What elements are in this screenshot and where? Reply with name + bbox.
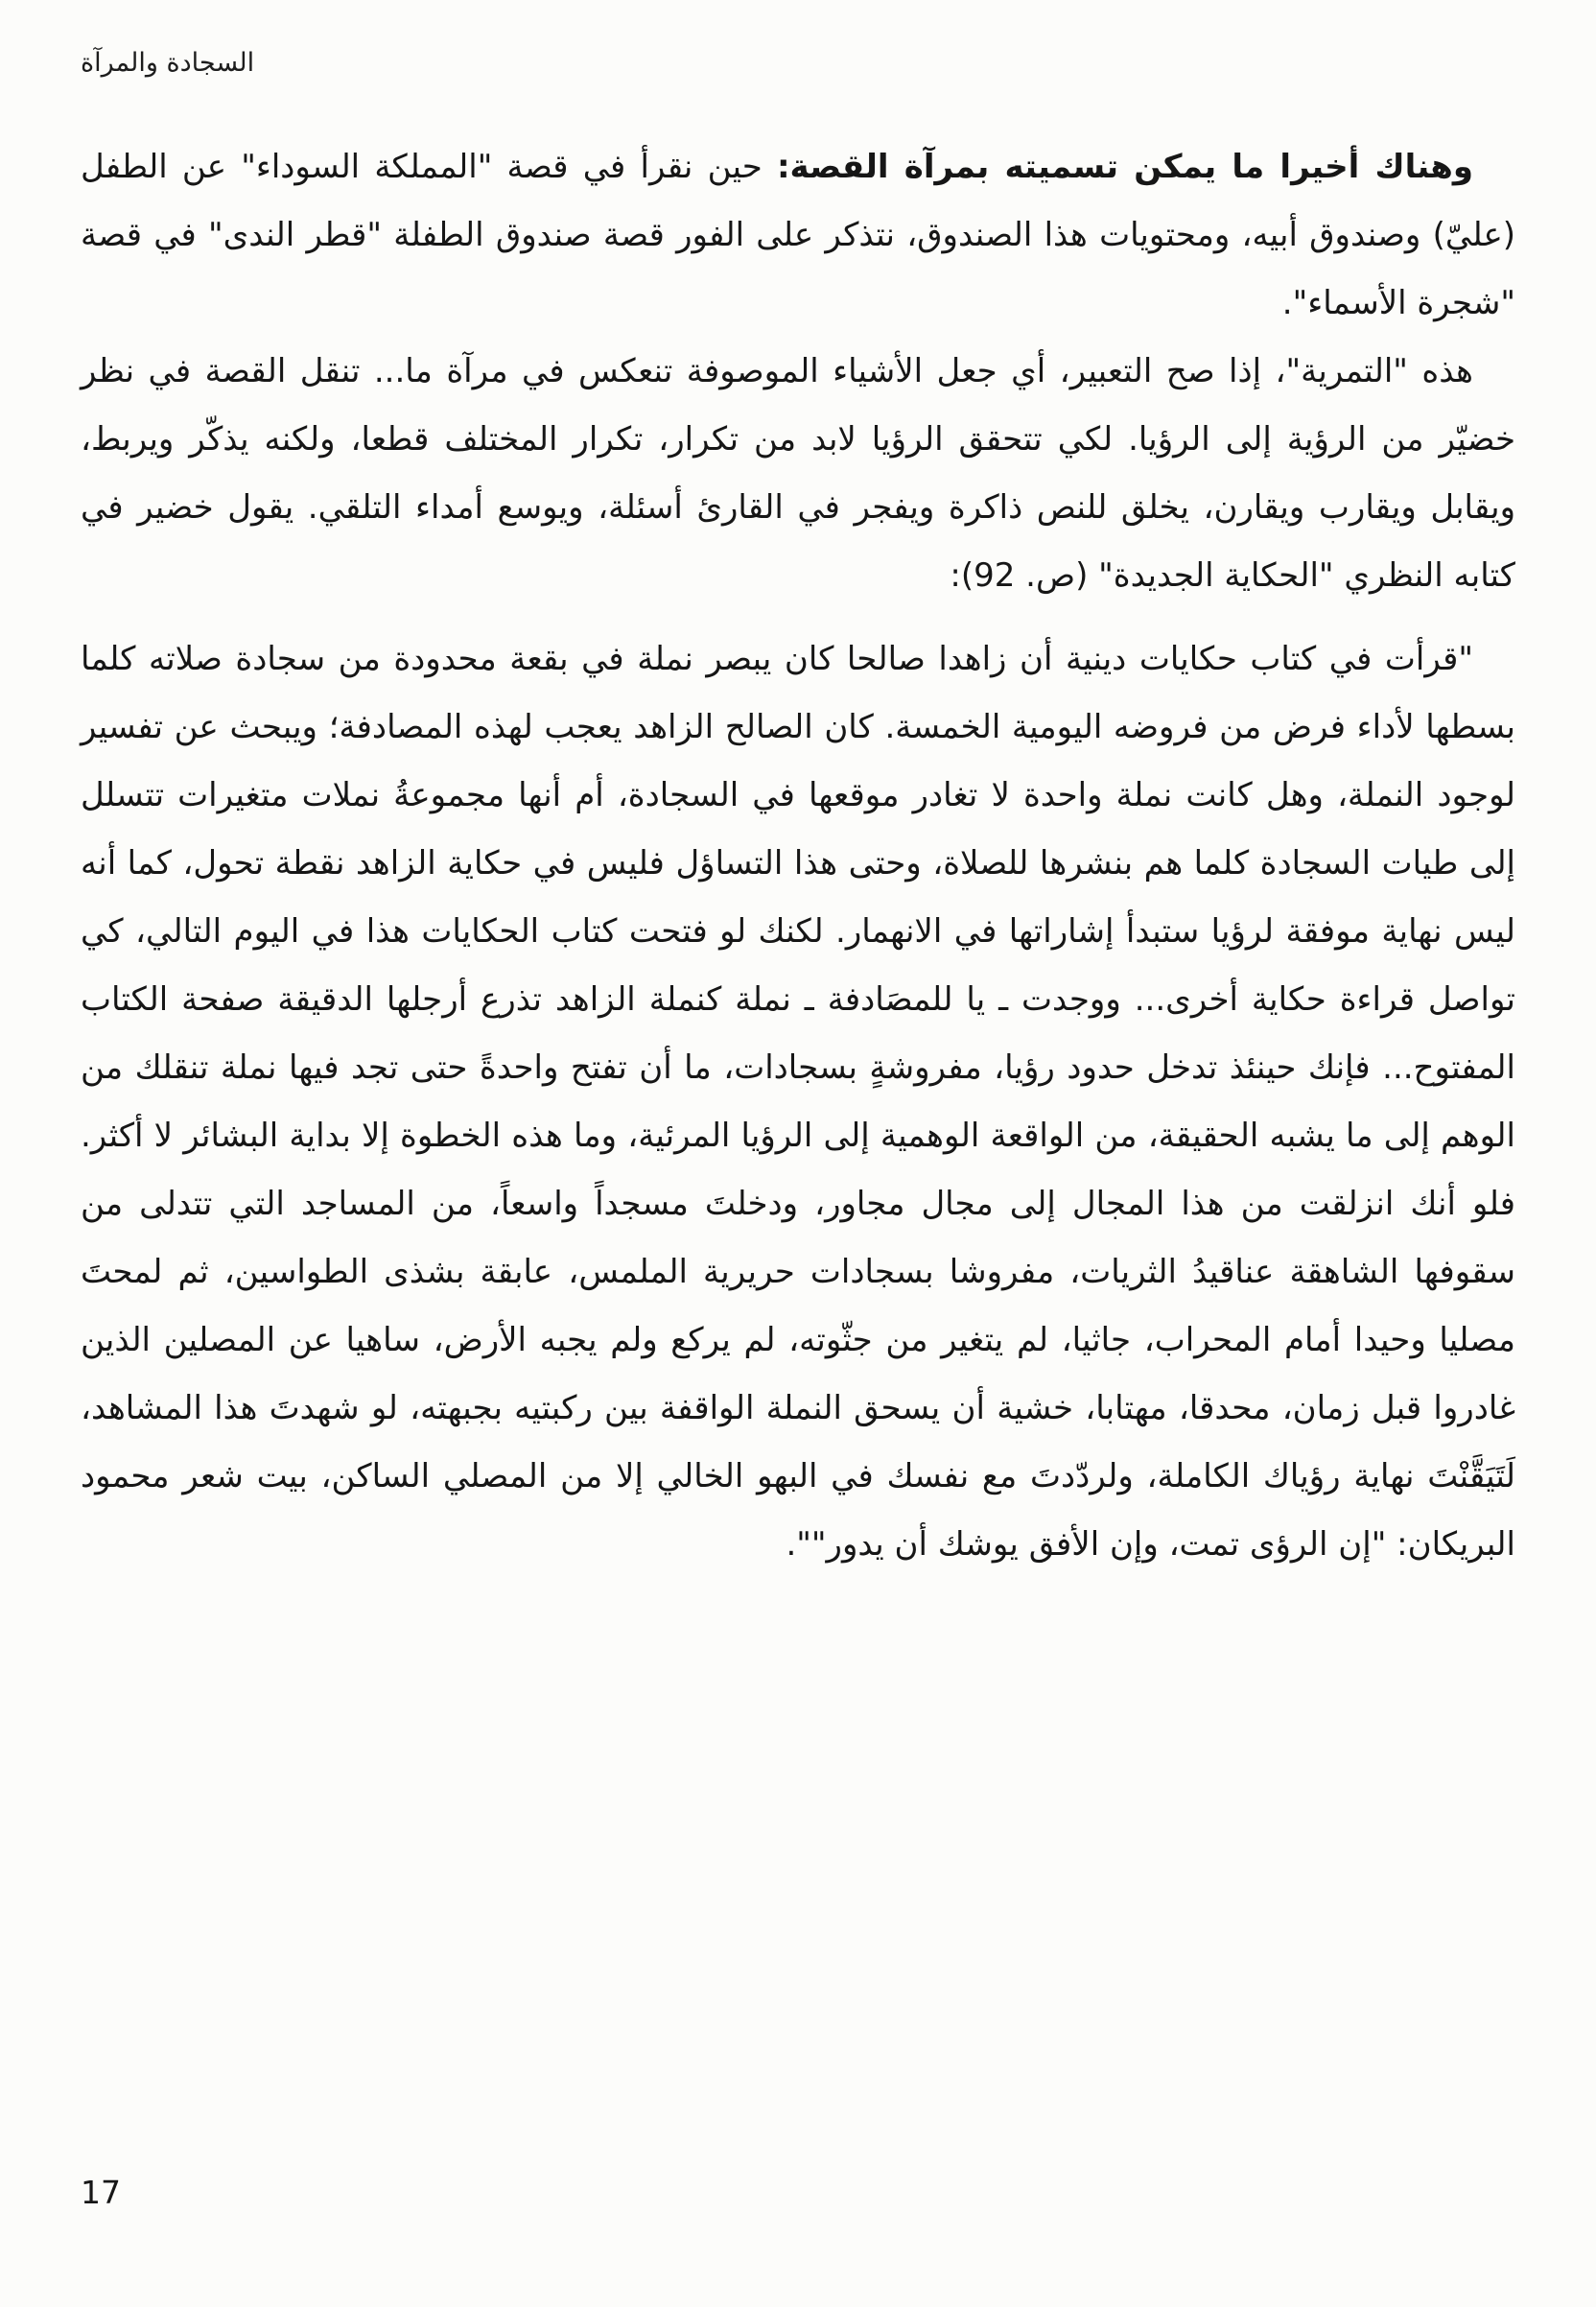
running-head: السجادة والمرآة xyxy=(81,48,255,78)
paragraph-1 xyxy=(81,133,1515,338)
paragraph-1-rest: حين نقرأ في قصة "المملكة السوداء" عن الطفل (عليّ) وصندوق أبيه، ومحتويات هذا الصندوق، نتذكر على الفور قصة صندوق الطفلة "قطر الندى" في قصة "شجرة الأسماء". xyxy=(81,148,1515,322)
paragraph-3-quotation: "قرأت في كتاب حكايات دينية أن زاهدا صالحا كان يبصر نملة في بقعة محدودة من سجادة صلاته كلما بسطها لأداء فرض من فروضه اليومية الخمسة. كان الصالح الزاهد يعجب لهذه المصادفة؛ ويبحث عن تفسير لوجود النملة، وهل كانت نملة واحدة لا تغادر موقعها في السجادة، أم أنها مجموعةُ نملات متغيرات تتسلل إلى طيات السجادة كلما هم بنشرها للصلاة، وحتى هذا التساؤل فليس في حكاية الزاهد نقطة تحول، كما أنه ليس نهاية موفقة لرؤيا ستبدأ إشاراتها في الانهمار. لكنك لو فتحت كتاب الحكايات هذا في اليوم التالي، كي تواصل قراءة حكاية أخرى... ووجدت ـ يا للمصَادفة ـ نملة كنملة الزاهد تذرع أرجلها الدقيقة صفحة الكتاب المفتوح... فإنك حينئذ تدخل حدود رؤيا، مفروشةٍ بسجادات، ما أن تفتح واحدةً حتى تجد فيها نملة تنقلك من الوهم إلى ما يشبه الحقيقة، من الواقعة الوهمية إلى الرؤيا المرئية، وما هذه الخطوة إلا بداية البشائر لا أكثر. فلو أنك انزلقت من هذا المجال إلى مجال مجاور، ودخلتَ مسجداً واسعاً، من المساجد التي تتدلى من سقوفها الشاهقة عناقيدُ الثريات، مفروشا بسجادات حريرية الملمس، عابقة بشذى الطواسين، ثم لمحتَ مصليا وحيدا أمام المحراب، جاثيا، لم يتغير من جثّوته، لم يركع ولم يجبه الأرض، ساهيا عن المصلين الذين غادروا قبل زمان، محدقا، مهتابا، خشية أن يسحق النملة الواقفة بين ركبتيه بجبهته، لو شهدتَ هذا المشاهد، لَتَيَقَّنْتَ نهاية رؤياك الكاملة، ولردّدتَ مع نفسك في البهو الخالي إلا من المصلي الساكن، بيت شعر محمود البريكان: "إن الرؤى تمت، وإن الأفق يوشك أن يدور"". xyxy=(81,640,1515,1564)
body-text xyxy=(81,133,1515,1579)
paragraph-1-bold-lead: وهناك أخيرا ما يمكن تسميته بمرآة القصة: xyxy=(776,148,1473,186)
page-number: 17 xyxy=(81,2174,121,2211)
paragraph-2: هذه "التمرية"، إذا صح التعبير، أي جعل الأشياء الموصوفة تنعكس في مرآة ما... تنقل القصة في نظر خضيّر من الرؤية إلى الرؤيا. لكي تتحقق الرؤيا لابد من تكرار، تكرار المختلف قطعا، ولكنه يذكّر ويربط، ويقابل ويقارب ويقارن، يخلق للنص ذاكرة ويفجر في القارئ أسئلة، ويوسع أمداء التلقي. يقول خضير في كتابه النظري "الحكاية الجديدة" (ص. 92): xyxy=(81,352,1515,595)
